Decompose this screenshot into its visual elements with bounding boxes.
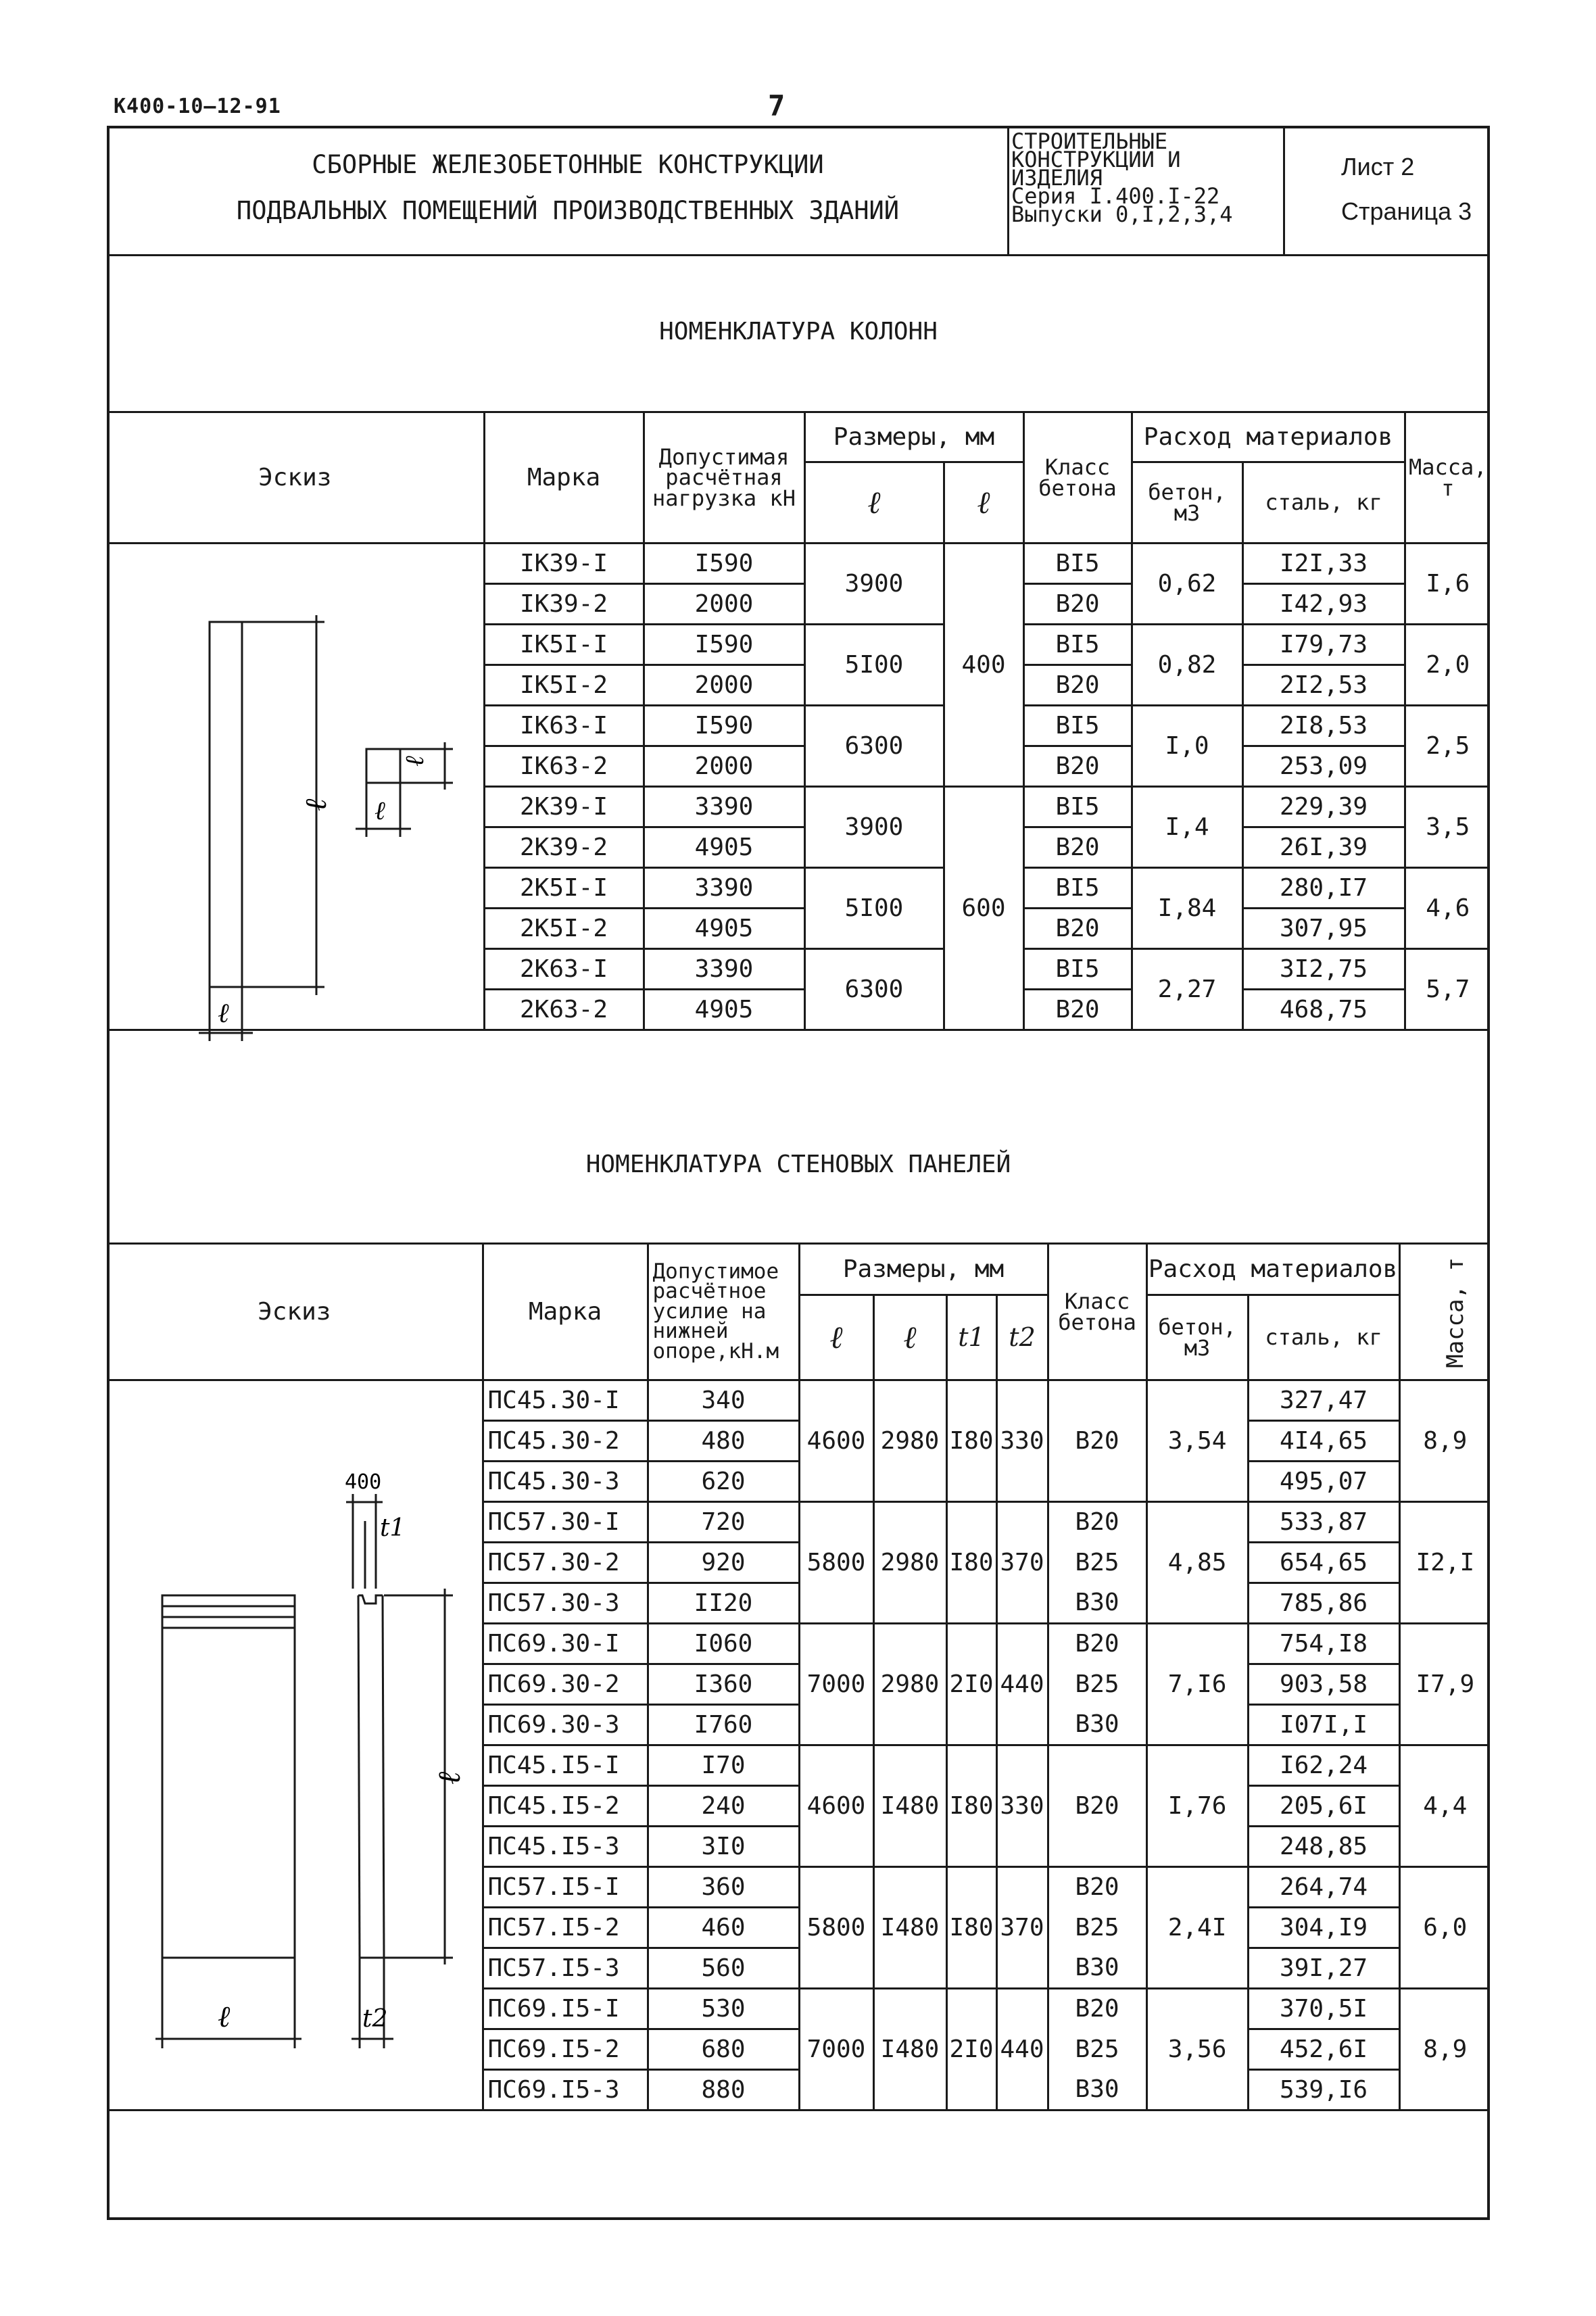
- class-cell: B20: [1048, 1421, 1146, 1462]
- document-code: К400-10—12-91: [114, 95, 281, 118]
- load-cell: 2000: [644, 665, 804, 706]
- panel-header-dim-l: ℓ: [799, 1295, 873, 1380]
- mark-cell: ПС57.I5-I: [483, 1867, 648, 1908]
- panel-top-dim-label: 400: [345, 1470, 382, 1494]
- mark-cell: IК39-I: [484, 544, 644, 584]
- steel-cell: 903,58: [1248, 1664, 1399, 1705]
- mark-cell: ПС69.I5-I: [483, 1989, 648, 2029]
- steel-cell: I07I,I: [1248, 1705, 1399, 1745]
- load-cell: 2000: [644, 746, 804, 787]
- mark-cell: IК63-2: [484, 746, 644, 787]
- class-cell: B20: [1048, 1867, 1146, 1908]
- force-cell: I060: [648, 1624, 799, 1664]
- dim-l-cell: 7000: [799, 1624, 873, 1745]
- dim-t2-cell: 330: [996, 1380, 1048, 1502]
- dim-t2-cell: 370: [996, 1502, 1048, 1624]
- concrete-cell: 0,82: [1132, 625, 1242, 706]
- concrete-cell: I,4: [1132, 787, 1242, 868]
- col-header-concrete: бетон, м3: [1132, 462, 1242, 544]
- series-line: Выпуски 0,I,2,3,4: [1011, 201, 1233, 227]
- column-sketch: [169, 581, 521, 1055]
- column-length-label: ℓ: [299, 798, 333, 811]
- panel-length-label: ℓ: [431, 1771, 467, 1785]
- dim-l-cell: 5800: [799, 1502, 873, 1624]
- mark-cell: ПС45.I5-2: [483, 1786, 648, 1827]
- mark-cell: ПС45.I5-I: [483, 1745, 648, 1786]
- table-row: [107, 544, 1490, 584]
- width-cell: 600: [944, 787, 1023, 1030]
- panel-header-concrete: бетон, м3: [1146, 1295, 1248, 1380]
- steel-cell: 3I2,75: [1242, 949, 1405, 990]
- length-cell: 6300: [804, 706, 944, 787]
- dim-t1-cell: 2I0: [946, 1624, 996, 1745]
- mark-cell: ПС69.30-2: [483, 1664, 648, 1705]
- col-header-dim-b: ℓ: [944, 462, 1023, 544]
- concrete-cell: 0,62: [1132, 544, 1242, 625]
- steel-cell: 785,86: [1248, 1583, 1399, 1624]
- concrete-cell: 4,85: [1146, 1502, 1248, 1624]
- load-cell: I590: [644, 544, 804, 584]
- panel-header-materials: Расход материалов: [1146, 1244, 1399, 1295]
- col-header-class: Класс бетона: [1023, 412, 1132, 544]
- concrete-cell: I,76: [1146, 1745, 1248, 1867]
- col-header-materials: Расход материалов: [1132, 412, 1405, 462]
- steel-cell: 370,5I: [1248, 1989, 1399, 2029]
- mark-cell: ПС45.I5-3: [483, 1827, 648, 1867]
- steel-cell: I62,24: [1248, 1745, 1399, 1786]
- steel-cell: 2I2,53: [1242, 665, 1405, 706]
- col-header-steel: сталь, кг: [1242, 462, 1405, 544]
- steel-cell: 468,75: [1242, 990, 1405, 1030]
- force-cell: 680: [648, 2029, 799, 2070]
- dim-l-cell: 7000: [799, 1989, 873, 2110]
- concrete-cell: 2,4I: [1146, 1867, 1248, 1989]
- steel-cell: I2I,33: [1242, 544, 1405, 584]
- load-cell: I590: [644, 625, 804, 665]
- force-cell: 620: [648, 1462, 799, 1502]
- dim-t1-cell: I80: [946, 1745, 996, 1867]
- dim-t1-cell: I80: [946, 1380, 996, 1502]
- steel-cell: I42,93: [1242, 584, 1405, 625]
- panel-header-class: Класс бетона: [1048, 1244, 1146, 1380]
- dim-b-cell: I480: [873, 1989, 946, 2110]
- panel-header-dims: Размеры, мм: [799, 1244, 1048, 1295]
- mark-cell: 2К5I-I: [484, 868, 644, 909]
- force-cell: 3I0: [648, 1827, 799, 1867]
- panel-header-dim-b: ℓ: [873, 1295, 946, 1380]
- mark-cell: IК5I-2: [484, 665, 644, 706]
- load-cell: 3390: [644, 949, 804, 990]
- class-cell: B20: [1023, 665, 1132, 706]
- load-cell: 3390: [644, 868, 804, 909]
- col-header-dim-l: ℓ: [804, 462, 944, 544]
- mass-cell: 2,5: [1405, 706, 1490, 787]
- mass-cell: 8,9: [1399, 1380, 1490, 1502]
- panel-header-mass-cell: [1399, 1244, 1490, 1380]
- steel-cell: 229,39: [1242, 787, 1405, 827]
- mass-cell: 3,5: [1405, 787, 1490, 868]
- width-cell: 400: [944, 544, 1023, 787]
- column-width-label: ℓ: [218, 998, 229, 1029]
- header-divider-1: [1007, 126, 1009, 256]
- steel-cell: 248,85: [1248, 1827, 1399, 1867]
- force-cell: 530: [648, 1989, 799, 2029]
- dim-l-cell: 4600: [799, 1745, 873, 1867]
- mark-cell: IК63-I: [484, 706, 644, 746]
- panel-t2-label: t2: [362, 2005, 388, 2033]
- class-cell: B30: [1048, 1705, 1146, 1745]
- concrete-cell: 3,54: [1146, 1380, 1248, 1502]
- class-cell: [1048, 1745, 1146, 1786]
- dim-b-cell: 2980: [873, 1624, 946, 1745]
- col-header-sketch: Эскиз: [107, 412, 484, 544]
- length-cell: 5I00: [804, 868, 944, 949]
- dim-b-cell: 2980: [873, 1380, 946, 1502]
- force-cell: 240: [648, 1786, 799, 1827]
- dim-b-cell: 2980: [873, 1502, 946, 1624]
- class-cell: B20: [1023, 827, 1132, 868]
- class-cell: B20: [1048, 1989, 1146, 2029]
- dim-t2-cell: 440: [996, 1989, 1048, 2110]
- panel-header-sketch: Эскиз: [107, 1244, 483, 1380]
- steel-cell: 307,95: [1242, 909, 1405, 949]
- panel-width-label: ℓ: [218, 2000, 231, 2034]
- load-cell: 4905: [644, 990, 804, 1030]
- concrete-cell: 7,I6: [1146, 1624, 1248, 1745]
- panel-header-mass: Масса, т: [1441, 1257, 1469, 1368]
- concrete-cell: I,0: [1132, 706, 1242, 787]
- class-cell: B25: [1048, 1664, 1146, 1705]
- steel-cell: 495,07: [1248, 1462, 1399, 1502]
- mass-cell: 6,0: [1399, 1867, 1490, 1989]
- mark-cell: ПС57.30-2: [483, 1543, 648, 1583]
- steel-cell: 26I,39: [1242, 827, 1405, 868]
- steel-cell: 539,I6: [1248, 2070, 1399, 2110]
- class-cell: [1048, 1380, 1146, 1421]
- panel-header-dim-t1: t1: [946, 1295, 996, 1380]
- class-cell: B20: [1048, 1624, 1146, 1664]
- title-line-1: СБОРНЫЕ ЖЕЛЕЗОБЕТОННЫЕ КОНСТРУКЦИИ: [312, 150, 824, 179]
- title-line-2: ПОДВАЛЬНЫХ ПОМЕЩЕНИЙ ПРОИЗВОДСТВЕННЫХ ЗДАНИЙ: [236, 196, 900, 225]
- panel-header-force: Допустимое расчётное усилие на нижней опоре,кН.м: [648, 1244, 799, 1380]
- load-cell: 4905: [644, 827, 804, 868]
- col-header-load: Допустимая расчётная нагрузка кН: [644, 412, 804, 544]
- table-row: [107, 1380, 1490, 1421]
- sheet-label: Лист 2: [1341, 153, 1415, 180]
- steel-cell: 39I,27: [1248, 1948, 1399, 1989]
- class-cell: B20: [1023, 746, 1132, 787]
- length-cell: 3900: [804, 787, 944, 868]
- panel-sketch: [142, 1453, 521, 2062]
- dim-t2-cell: 370: [996, 1867, 1048, 1989]
- steel-cell: 452,6I: [1248, 2029, 1399, 2070]
- mark-cell: ПС57.I5-3: [483, 1948, 648, 1989]
- mass-cell: 2,0: [1405, 625, 1490, 706]
- mark-cell: ПС57.30-3: [483, 1583, 648, 1624]
- mark-cell: ПС45.30-3: [483, 1462, 648, 1502]
- mark-cell: 2К63-2: [484, 990, 644, 1030]
- series-line: СТРОИТЕЛЬНЫЕ: [1011, 128, 1168, 154]
- dim-t1-cell: I80: [946, 1502, 996, 1624]
- mark-cell: 2К5I-2: [484, 909, 644, 949]
- section-depth-label: ℓ: [400, 756, 429, 767]
- mark-cell: ПС69.I5-3: [483, 2070, 648, 2110]
- force-cell: I360: [648, 1664, 799, 1705]
- length-cell: 5I00: [804, 625, 944, 706]
- steel-cell: 304,I9: [1248, 1908, 1399, 1948]
- mark-cell: 2К39-2: [484, 827, 644, 868]
- mass-cell: 5,7: [1405, 949, 1490, 1030]
- steel-cell: 280,I7: [1242, 868, 1405, 909]
- class-cell: B25: [1048, 2029, 1146, 2070]
- dim-l-cell: 4600: [799, 1380, 873, 1502]
- class-cell: BI5: [1023, 868, 1132, 909]
- class-cell: B30: [1048, 2070, 1146, 2110]
- class-cell: B30: [1048, 1948, 1146, 1989]
- mass-cell: 4,4: [1399, 1745, 1490, 1867]
- series-line: Серия I.400.I-22: [1011, 183, 1220, 209]
- mass-cell: 8,9: [1399, 1989, 1490, 2110]
- class-cell: BI5: [1023, 625, 1132, 665]
- mark-cell: IК39-2: [484, 584, 644, 625]
- dim-l-cell: 5800: [799, 1867, 873, 1989]
- mass-cell: 4,6: [1405, 868, 1490, 949]
- panel-front-view: [162, 1595, 295, 1958]
- concrete-cell: 3,56: [1146, 1989, 1248, 2110]
- class-cell: B20: [1048, 1502, 1146, 1543]
- class-cell: B25: [1048, 1543, 1146, 1583]
- dim-b-cell: I480: [873, 1745, 946, 1867]
- load-cell: 3390: [644, 787, 804, 827]
- load-cell: I590: [644, 706, 804, 746]
- force-cell: 480: [648, 1421, 799, 1462]
- steel-cell: 253,09: [1242, 746, 1405, 787]
- mark-cell: ПС69.30-3: [483, 1705, 648, 1745]
- class-cell: BI5: [1023, 544, 1132, 584]
- column-elevation: [210, 622, 242, 987]
- force-cell: 340: [648, 1380, 799, 1421]
- steel-cell: 654,65: [1248, 1543, 1399, 1583]
- page-number: 7: [768, 89, 785, 122]
- steel-cell: 2I8,53: [1242, 706, 1405, 746]
- load-cell: 4905: [644, 909, 804, 949]
- class-cell: BI5: [1023, 706, 1132, 746]
- class-cell: [1048, 1827, 1146, 1867]
- class-cell: B20: [1023, 584, 1132, 625]
- mark-cell: ПС57.I5-2: [483, 1908, 648, 1948]
- steel-cell: 754,I8: [1248, 1624, 1399, 1664]
- dim-t1-cell: I80: [946, 1867, 996, 1989]
- header-bottom-line: [107, 254, 1490, 256]
- header-divider-2: [1283, 126, 1285, 256]
- mark-cell: 2К39-I: [484, 787, 644, 827]
- series-line: ИЗДЕЛИЯ: [1011, 165, 1103, 191]
- panel-header-steel: сталь, кг: [1248, 1295, 1399, 1380]
- series-line: КОНСТРУКЦИИ И: [1011, 147, 1181, 172]
- load-cell: 2000: [644, 584, 804, 625]
- mark-cell: ПС45.30-2: [483, 1421, 648, 1462]
- mark-cell: ПС69.30-I: [483, 1624, 648, 1664]
- panel-header-mark: Марка: [483, 1244, 648, 1380]
- force-cell: I70: [648, 1745, 799, 1786]
- mark-cell: 2К63-I: [484, 949, 644, 990]
- length-cell: 6300: [804, 949, 944, 1030]
- col-header-mark: Марка: [484, 412, 644, 544]
- mass-cell: I2,I: [1399, 1502, 1490, 1624]
- force-cell: 460: [648, 1908, 799, 1948]
- steel-cell: I79,73: [1242, 625, 1405, 665]
- dim-t1-cell: 2I0: [946, 1989, 996, 2110]
- steel-cell: 4I4,65: [1248, 1421, 1399, 1462]
- steel-cell: 264,74: [1248, 1867, 1399, 1908]
- class-cell: B20: [1048, 1786, 1146, 1827]
- dim-b-cell: I480: [873, 1867, 946, 1989]
- mark-cell: ПС45.30-I: [483, 1380, 648, 1421]
- concrete-cell: I,84: [1132, 868, 1242, 949]
- force-cell: 360: [648, 1867, 799, 1908]
- length-cell: 3900: [804, 544, 944, 625]
- section-width-label: ℓ: [374, 796, 385, 825]
- col-header-dims: Размеры, мм: [804, 412, 1023, 462]
- class-cell: BI5: [1023, 787, 1132, 827]
- class-cell: BI5: [1023, 949, 1132, 990]
- class-cell: B20: [1023, 990, 1132, 1030]
- class-cell: [1048, 1462, 1146, 1502]
- steel-cell: 533,87: [1248, 1502, 1399, 1543]
- mass-cell: I,6: [1405, 544, 1490, 625]
- page-label: Страница 3: [1341, 197, 1472, 225]
- mass-cell: I7,9: [1399, 1624, 1490, 1745]
- col-header-mass: Масса, т: [1405, 412, 1490, 544]
- steel-cell: 205,6I: [1248, 1786, 1399, 1827]
- panels-section-title: НОМЕНКЛАТУРА СТЕНОВЫХ ПАНЕЛЕЙ: [585, 1151, 1011, 1178]
- mark-cell: ПС69.I5-2: [483, 2029, 648, 2070]
- panel-t1-label: t1: [380, 1514, 406, 1542]
- mark-cell: ПС57.30-I: [483, 1502, 648, 1543]
- class-cell: B30: [1048, 1583, 1146, 1624]
- force-cell: I760: [648, 1705, 799, 1745]
- dim-t2-cell: 330: [996, 1745, 1048, 1867]
- dim-t2-cell: 440: [996, 1624, 1048, 1745]
- columns-section-title: НОМЕНКЛАТУРА КОЛОНН: [659, 318, 938, 345]
- force-cell: 720: [648, 1502, 799, 1543]
- force-cell: 880: [648, 2070, 799, 2110]
- class-cell: B20: [1023, 909, 1132, 949]
- panel-header-dim-t2: t2: [996, 1295, 1048, 1380]
- force-cell: 560: [648, 1948, 799, 1989]
- force-cell: 920: [648, 1543, 799, 1583]
- concrete-cell: 2,27: [1132, 949, 1242, 1030]
- class-cell: B25: [1048, 1908, 1146, 1948]
- panel-side-view-top: [358, 1595, 383, 1603]
- steel-cell: 327,47: [1248, 1380, 1399, 1421]
- mark-cell: IК5I-I: [484, 625, 644, 665]
- column-cross-section: [366, 749, 400, 783]
- series-block: [1011, 128, 1233, 227]
- force-cell: II20: [648, 1583, 799, 1624]
